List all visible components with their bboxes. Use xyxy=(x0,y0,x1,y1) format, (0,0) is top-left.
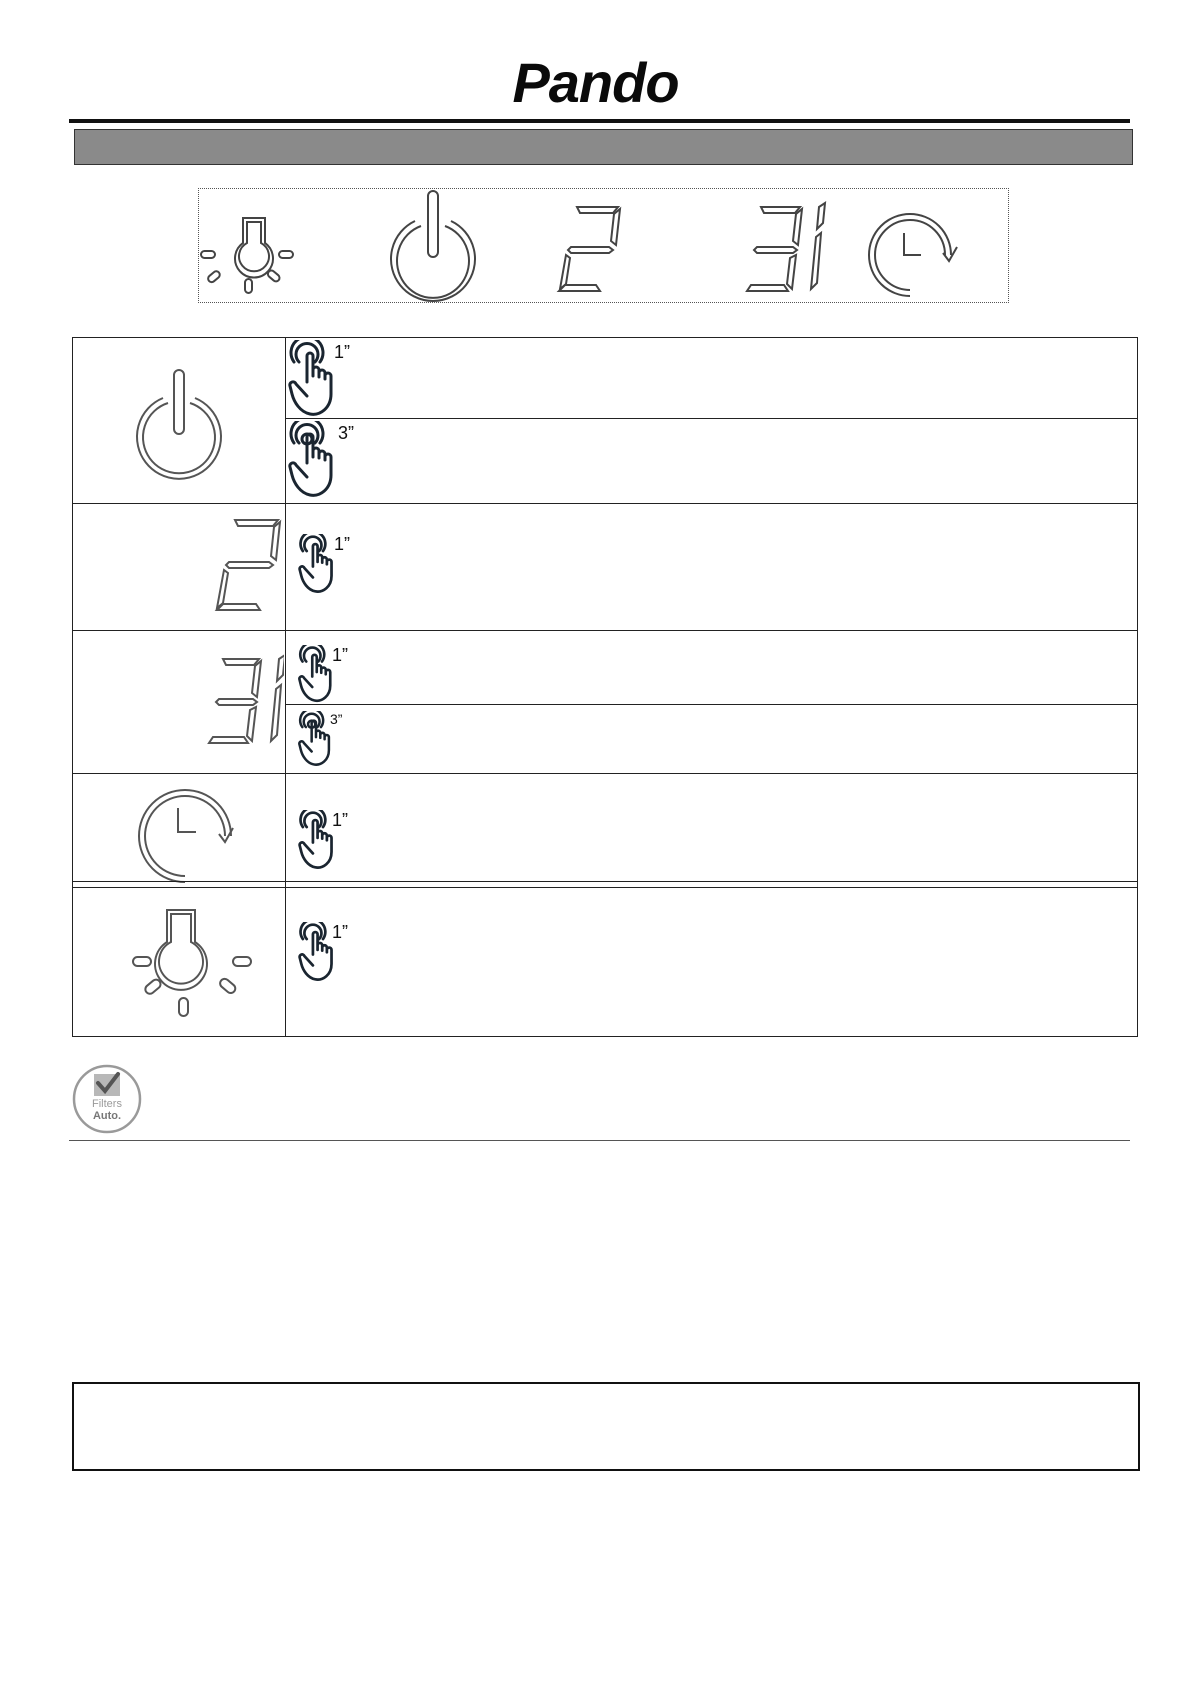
control-icon-cell xyxy=(73,504,286,631)
press-row xyxy=(286,419,1138,504)
section-title-bar xyxy=(74,129,1133,165)
control-icon-cell xyxy=(73,774,286,888)
brand-logo: Pando xyxy=(512,51,679,114)
controls-table xyxy=(72,337,1138,888)
press-row xyxy=(286,882,1138,1037)
header-rule xyxy=(69,119,1130,123)
light-icon[interactable] xyxy=(201,218,293,293)
timer-icon[interactable] xyxy=(869,214,957,296)
power-icon[interactable] xyxy=(391,191,475,301)
light-control-table xyxy=(72,881,1138,1037)
intensive-digit-icon xyxy=(73,631,284,771)
press-row xyxy=(286,631,1138,705)
press-duration: 3” xyxy=(338,423,355,443)
note-box xyxy=(72,1382,1140,1471)
speed-digit-icon[interactable] xyxy=(559,207,620,291)
press-row xyxy=(286,504,1138,631)
badge-label-top: Filters xyxy=(92,1098,122,1110)
press-row xyxy=(286,338,1138,419)
control-icon-cell xyxy=(73,882,286,1037)
control-icon-cell xyxy=(73,338,286,504)
press-duration: 1” xyxy=(332,645,349,665)
speed-digit-icon xyxy=(73,504,284,630)
section-divider xyxy=(69,1140,1130,1141)
press-duration: 1” xyxy=(334,342,351,362)
press-row xyxy=(286,705,1138,774)
press-duration: 1” xyxy=(334,534,351,554)
power-icon xyxy=(73,338,284,501)
intensive-digit-icon[interactable] xyxy=(747,203,825,291)
press-duration: 1” xyxy=(332,810,349,830)
control-icon-cell xyxy=(73,631,286,774)
press-row xyxy=(286,774,1138,888)
badge-label-bottom: Auto. xyxy=(92,1110,122,1122)
press-duration: 3” xyxy=(330,711,343,727)
timer-icon xyxy=(73,774,284,887)
light-icon xyxy=(73,882,284,1036)
control-panel xyxy=(198,188,1009,303)
press-duration: 1” xyxy=(332,922,349,942)
filters-auto-badge xyxy=(72,1064,142,1134)
